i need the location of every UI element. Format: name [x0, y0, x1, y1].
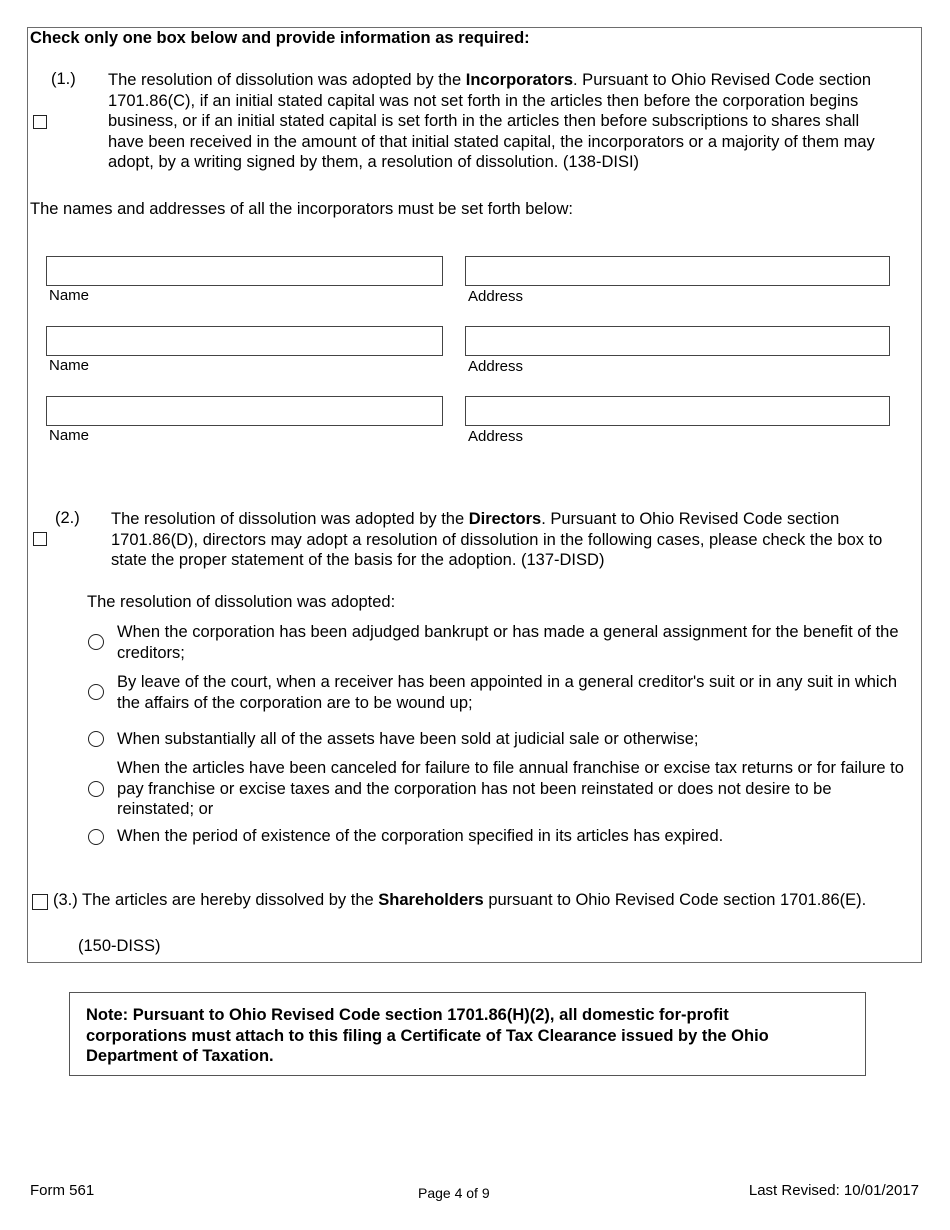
option1-checkbox[interactable]	[33, 115, 47, 129]
name-label: Name	[49, 287, 90, 304]
radio-receiver[interactable]	[88, 684, 104, 700]
incorporator-address-input[interactable]	[465, 256, 890, 286]
option3-text: (3.) The articles are hereby dissolved by the Shareholders pursuant to Ohio Revised Code section 1701.86(E).	[53, 891, 867, 909]
radio-receiver-label: By leave of the court, when a receiver has been appointed in a general creditor's suit or in any suit in which the affairs of the corporation are to be wound up;	[117, 673, 898, 712]
incorporator-address-input[interactable]	[465, 396, 890, 426]
incorporator-name-input[interactable]	[46, 396, 443, 426]
option2-text: The resolution of dissolution was adopted by the Directors. Pursuant to Ohio Revised Code section 1701.86(D), directors may adopt a resolution of dissolution in the following cases, please check the box to state the proper statement of the basis for the adoption. (137-DISD)	[111, 510, 883, 569]
section-heading: Check only one box below and provide information as required:	[30, 29, 530, 47]
option3-code: (150-DISS)	[78, 937, 161, 955]
name-label: Name	[49, 357, 90, 374]
incorporators-bold: Incorporators	[465, 71, 574, 89]
name-label: Name	[49, 427, 90, 444]
radio-articles-canceled-label: When the articles have been canceled for failure to file annual franchise or excise tax returns or for failure to pay franchise or excise taxes and the corporation has not been reinstated or does not desire to be reinstated; or	[117, 759, 904, 818]
tax-clearance-note: Note: Pursuant to Ohio Revised Code section 1701.86(H)(2), all domestic for-profit corporations must attach to this filing a Certificate of Tax Clearance issued by the Ohio Department of Taxation.	[86, 1006, 769, 1065]
incorporator-address-input[interactable]	[465, 326, 890, 356]
option2-checkbox[interactable]	[33, 532, 47, 546]
radio-assets-sold[interactable]	[88, 731, 104, 747]
radio-assets-sold-label: When substantially all of the assets have been sold at judicial sale or otherwise;	[117, 730, 699, 748]
radio-bankrupt[interactable]	[88, 634, 104, 650]
address-label: Address	[468, 428, 524, 445]
address-label: Address	[468, 288, 524, 305]
incorporator-name-input[interactable]	[46, 326, 443, 356]
last-revised: Last Revised: 10/01/2017	[748, 1182, 919, 1199]
form-number: Form 561	[30, 1182, 95, 1199]
option3-checkbox[interactable]	[32, 894, 48, 910]
option1-text: The resolution of dissolution was adopted by the Incorporators. Pursuant to Ohio Revised Code section 1701.86(C), if an initial stated capital was not set forth in the articles then before the corporation begins business, or if an initial stated capital is set forth in the articles then before subscriptions to shares shall have been received in the amount of that initial stated capital, the incorporators or a majority of them may adopt, by a writing signed by them, a resolution of dissolution. (138-DISI)	[108, 71, 875, 171]
radio-bankrupt-label: When the corporation has been adjudged bankrupt or has made a general assignment for the benefit of the creditors;	[117, 623, 899, 662]
radio-period-expired-label: When the period of existence of the corporation specified in its articles has expired.	[117, 827, 724, 845]
incorporator-name-input[interactable]	[46, 256, 443, 286]
option1-number: (1.)	[51, 70, 76, 88]
directors-bold: Directors	[468, 510, 542, 528]
incorporators-intro: The names and addresses of all the incorporators must be set forth below:	[30, 200, 573, 218]
page-number: Page 4 of 9	[418, 1185, 490, 1201]
option2-number: (2.)	[55, 509, 80, 527]
shareholders-bold: Shareholders	[378, 891, 484, 909]
adoption-basis-intro: The resolution of dissolution was adopted:	[87, 593, 396, 611]
address-label: Address	[468, 358, 524, 375]
radio-period-expired[interactable]	[88, 829, 104, 845]
radio-articles-canceled[interactable]	[88, 781, 104, 797]
